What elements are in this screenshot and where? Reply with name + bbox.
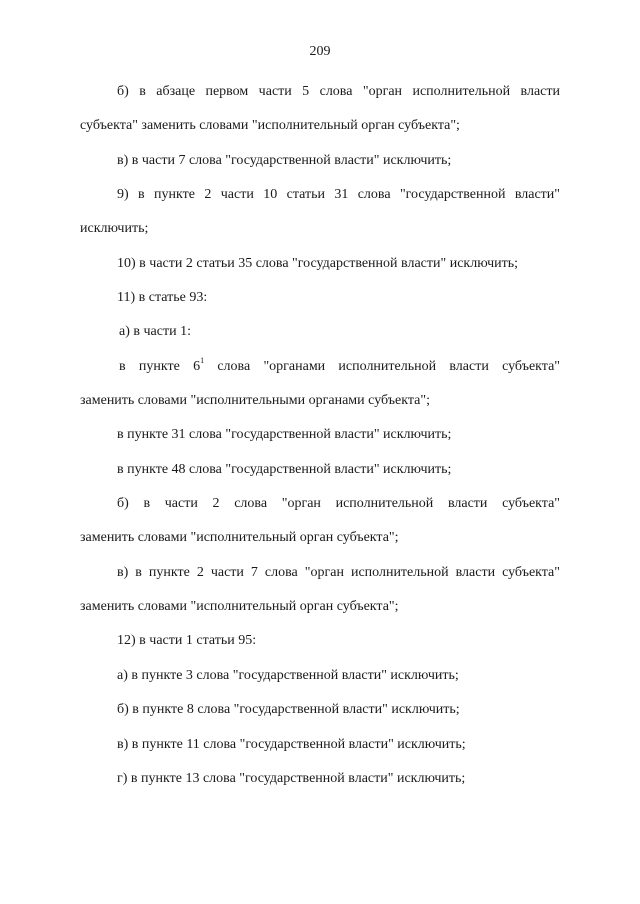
paragraph-line: б) в пункте 8 слова "государственной власти" исключить; — [117, 702, 460, 717]
paragraph-line: в пункте 48 слова "государственной власти" исключить; — [117, 462, 452, 477]
paragraph-line: б) в части 2 слова "орган исполнительной власти субъекта" — [117, 496, 560, 511]
paragraph-line: заменить словами "исполнительный орган субъекта"; — [80, 599, 399, 614]
paragraph-line: в пункте 31 слова "государственной власти" исключить; — [117, 427, 452, 442]
paragraph-line: 11) в статье 93: — [117, 290, 208, 305]
paragraph-line — [119, 358, 560, 376]
text-fragment: в пункте 6 — [119, 359, 201, 374]
paragraph-line: в) в пункте 2 части 7 слова "орган исполнительной власти субъекта" — [117, 565, 560, 580]
paragraph-line: а) в части 1: — [119, 324, 191, 339]
paragraph-line: субъекта" заменить словами "исполнительный орган субъекта"; — [80, 118, 460, 133]
paragraph-line: заменить словами "исполнительными органами субъекта"; — [80, 393, 430, 408]
paragraph-line: 10) в части 2 статьи 35 слова "государственной власти" исключить; — [117, 256, 519, 271]
paragraph-line: заменить словами "исполнительный орган субъекта"; — [80, 530, 399, 545]
paragraph-line: в) в пункте 11 слова "государственной власти" исключить; — [117, 737, 466, 752]
paragraph-line: исключить; — [80, 221, 149, 236]
paragraph-line: а) в пункте 3 слова "государственной власти" исключить; — [117, 668, 459, 683]
paragraph-line: г) в пункте 13 слова "государственной власти" исключить; — [117, 771, 466, 786]
paragraph-line: в) в части 7 слова "государственной власти" исключить; — [117, 153, 452, 168]
superscript: 1 — [200, 356, 205, 365]
text-fragment: слова "органами исполнительной власти субъекта" — [204, 359, 560, 374]
paragraph-line: б) в абзаце первом части 5 слова "орган исполнительной власти — [117, 84, 560, 99]
page-number: 209 — [309, 44, 331, 59]
paragraph-line: 9) в пункте 2 части 10 статьи 31 слова "государственной власти" — [117, 187, 560, 202]
paragraph-line: 12) в части 1 статьи 95: — [117, 633, 257, 648]
